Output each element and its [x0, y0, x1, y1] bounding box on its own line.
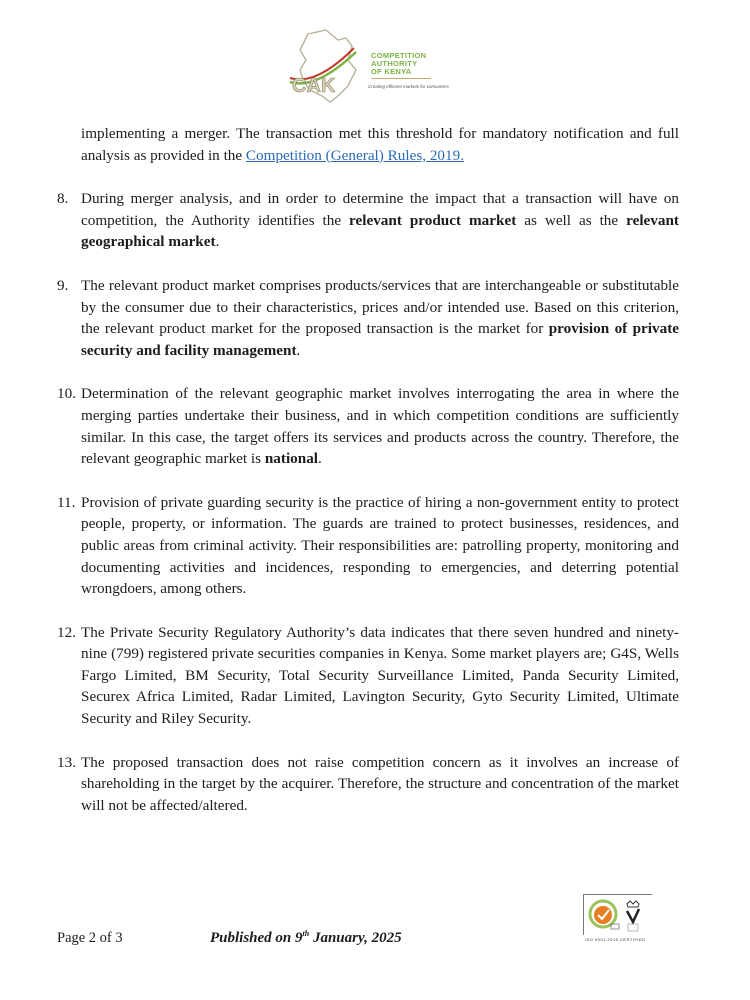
iso-certification-badge	[583, 894, 651, 942]
list-item-13	[57, 752, 679, 817]
list-item-8	[57, 188, 679, 253]
logo-tagline: Creating efficient markets for consumers	[368, 84, 449, 89]
published-date: Published on 9th January, 2025	[210, 929, 402, 946]
logo-wordmark	[371, 52, 426, 76]
continuation-paragraph: implementing a merger. The transaction met this threshold for mandatory notification and full analysis as provided in the Competition (General) Rules, 2019.	[81, 125, 679, 164]
crown-icon	[627, 901, 639, 907]
list-item-12	[57, 622, 679, 730]
document-body	[57, 123, 679, 838]
list-item-11	[57, 492, 679, 600]
competition-rules-link[interactable]: Competition (General) Rules, 2019.	[245, 146, 464, 164]
item-number: 13.	[57, 753, 76, 771]
item-number: 12.	[57, 623, 76, 641]
list-item-10	[57, 383, 679, 469]
item-text: Provision of private guarding security is the practice of hiring a non-government entity to protect people, property, or information. The guards are trained to protect businesses, residences, and public areas from criminal activity. Their responsibilities are: patrolling property, monitoring and documenting activities and incidences, responding to emergencies, and deterring potential wrongdoers, among others.	[81, 493, 679, 598]
item-number: 10.	[57, 385, 76, 403]
logo-divider	[371, 78, 431, 79]
cert-caption: ISO 9001:2015 CERTIFIED	[585, 937, 646, 942]
item-text: The proposed transaction does not raise competition concern as it involves an increase of shareholding in the target by the acquirer. Therefore, the structure and concentration of the market will not be affected/altered.	[81, 753, 679, 814]
item-text: During merger analysis, and in order to determine the impact that a transaction will have on competition, the Authority identifies the relevant product market as well as the relevant geographical market.	[81, 190, 679, 251]
ukas-tick-icon	[627, 909, 639, 922]
item-number: 8.	[57, 190, 69, 208]
list-item-9	[57, 275, 679, 361]
item-number: 11.	[57, 493, 76, 511]
item-text: Determination of the relevant geographic market involves interrogating the area in where the merging parties undertake their business, and in which competition conditions are sufficiently similar. In this case, the target offers its services and products across the country. Therefore, the relevant geographic market is national.	[81, 385, 679, 468]
kenya-map-icon	[286, 26, 376, 106]
logo-line-3: OF KENYA	[371, 67, 412, 76]
logo-line-1: COMPETITION	[371, 51, 427, 60]
sgs-check-circle-icon	[594, 906, 612, 924]
item-number: 9.	[57, 276, 69, 294]
item-text: The Private Security Regulatory Authority’s data indicates that there seven hundred and ninety-nine (799) registered private securities companies in Kenya. Some market players are; G4S, Wells Fargo Limited, BM Security, Total Security Surveillance Limited, Panda Security Limited, Securex Africa Limited, Radar Limited, Lavington Security, Gyto Security Limited, Ultimate Security and Riley Security.	[81, 623, 679, 728]
page-number: Page 2 of 3	[57, 930, 123, 946]
logo-line-2: AUTHORITY	[371, 59, 418, 68]
logo-initials: CAK	[292, 75, 336, 97]
item-text: The relevant product market comprises products/services that are interchangeable or substitutable by the consumer due to their characteristics, prices and/or intended use. Based on this criterion, the relevant product market for the proposed transaction is the market for provision of private security and facility management.	[81, 276, 679, 359]
cak-logo	[286, 26, 486, 106]
